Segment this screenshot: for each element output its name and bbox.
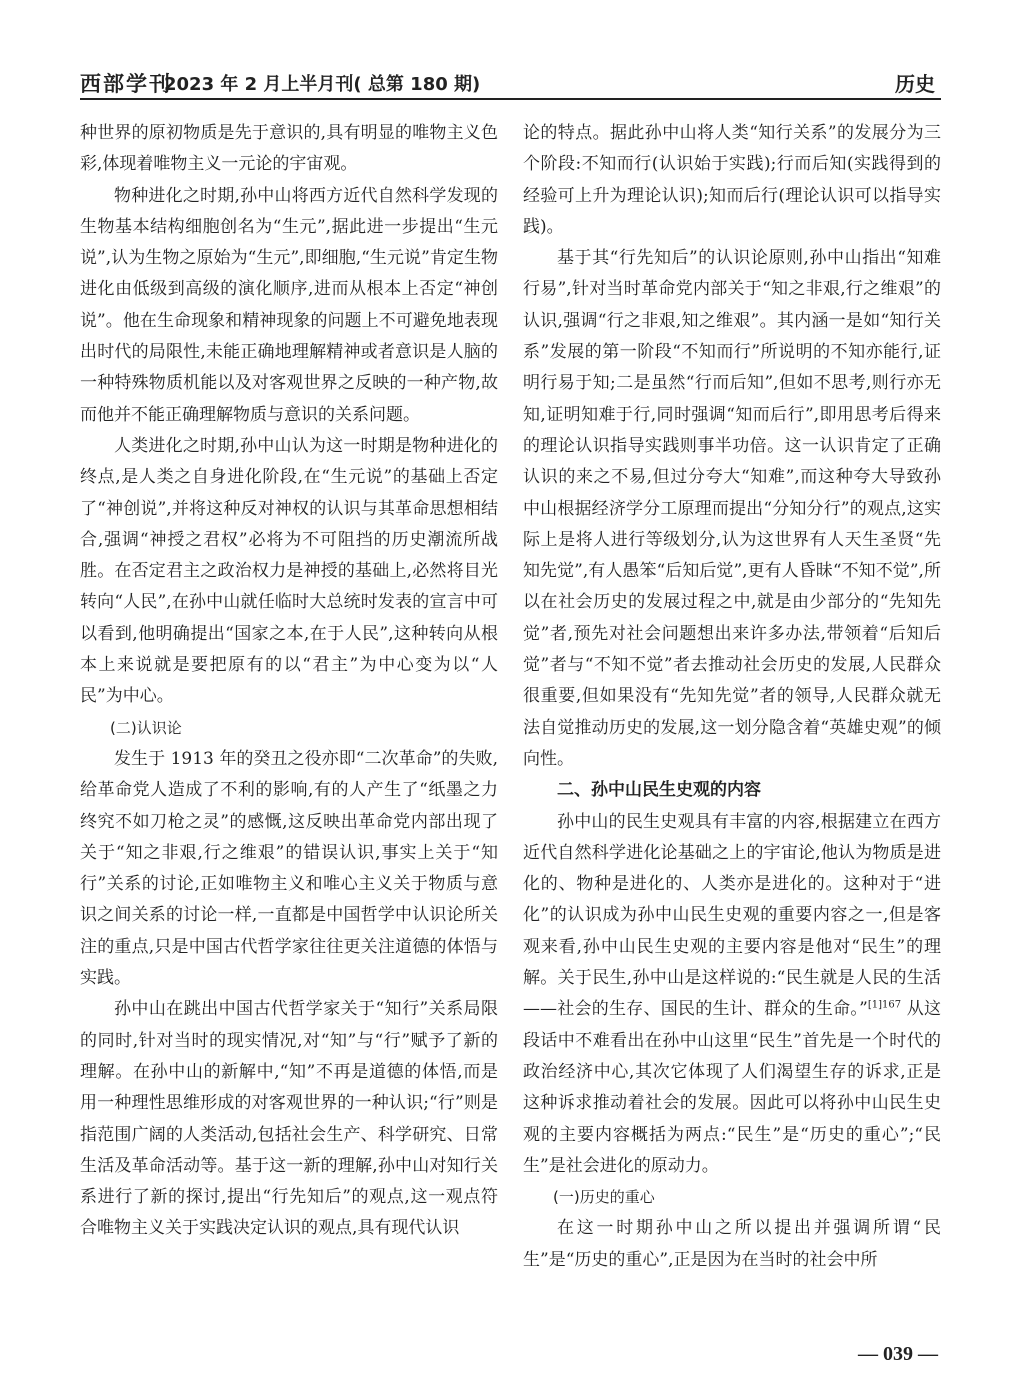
right-column	[523, 118, 941, 1276]
journal-logo: 西部学刊	[80, 71, 172, 96]
paragraph: 种世界的原初物质是先于意识的,具有明显的唯物主义色彩,体现着唯物主义一元论的宇宙观。	[80, 123, 498, 175]
subsection-heading: (一)历史的重心	[553, 1188, 655, 1207]
paragraph: 在这一时期孙中山之所以提出并强调所谓“民生”是“历史的重心”,正是因为在当时的社会中所	[523, 1218, 941, 1270]
issue-info: 2023 年 2 月上半月刊( 总第 180 期)	[164, 74, 481, 95]
paragraph-text: 孙中山的民生史观具有丰富的内容,根据建立在西方近代自然科学进化论基础之上的宇宙论,他认为物质是进化的、物种是进化的、人类亦是进化的。这种对于“进化”的认识成为孙中山民生史观的重要内容之一,但是客观来看,孙中山民生史观的主要内容是他对“民生”的理解。关于民生,孙中山是这样说的:“民生就是人民的生活——社会的生存、国民的生计、群众的生命。”	[523, 811, 941, 1020]
paragraph: 基于其“行先知后”的认识论原则,孙中山指出“知难行易”,针对当时革命党内部关于“知之非艰,行之维艰”的认识,强调“行之非艰,知之维艰”。其内涵一是如“知行关系”发展的第一阶段“不知而行”所说明的不知亦能行,证明行易于知;二是虽然“行而后知”,但如不思考,则行亦无知,证明知难于行,同时强调“知而后行”,即用思考后得来的理论认识指导实践则事半功倍。这一认识肯定了正确认识的来之不易,但过分夸大“知难”,而这种夸大导致孙中山根据经济学分工原理而提出“分知分行”的观点,这实际上是将人进行等级划分,认为这世界有人天生圣贤“先知先觉”,有人愚笨“后知后觉”,更有人昏昧“不知不觉”,所以在社会历史的发展过程之中,就是由少部分的“先知先觉”者,预先对社会问题想出来许多办法,带领着“后知后觉”者与“不知不觉”者去推动社会历史的发展,人民群众很重要,但如果没有“先知先觉”者的领导,人民群众就无法自觉推动历史的发展,这一划分隐含着“英雄史观”的倾向性。	[523, 248, 941, 769]
paragraph	[523, 807, 941, 1183]
paragraph: 物种进化之时期,孙中山将西方近代自然科学发现的生物基本结构细胞创名为“生元”,据此进一步提出“生元说”,认为生物之原始为“生元”,即细胞,“生元说”肯定生物进化由低级到高级的演化顺序,进而从根本上否定“神创说”。他在生命现象和精神现象的问题上不可避免地表现出时代的局限性,未能正确地理解精神或者意识是人脑的一种特殊物质机能以及对客观世界之反映的一种产物,故而他并不能正确理解物质与意识的关系问题。	[80, 185, 498, 425]
paragraph: 孙中山在跳出中国古代哲学家关于“知行”关系局限的同时,针对当时的现实情况,对“知”与“行”赋予了新的理解。在孙中山的新解中,“知”不再是道德的体悟,而是用一种理性思维形成的对客观世界的一种认识;“行”则是指范围广阔的人类活动,包括社会生产、科学研究、日常生活及革命活动等。基于这一新的理解,孙中山对知行关系进行了新的探讨,提出“行先知后”的观点,这一观点符合唯物主义关于实践决定认识的观点,具有现代认识	[80, 999, 498, 1239]
paragraph: 发生于 1913 年的癸丑之役亦即“二次革命”的失败,给革命党人造成了不利的影响,有的人产生了“纸墨之力终究不如刀枪之灵”的感慨,这反映出革命党内部出现了关于“知之非艰,行之维艰”的错误认识,事实上关于“知行”关系的讨论,正如唯物主义和唯心主义关于物质与意识之间关系的讨论一样,一直都是中国哲学中认识论所关注的重点,只是中国古代哲学家往往更关注道德的体悟与实践。	[80, 748, 498, 989]
left-column	[80, 118, 498, 1245]
subsection-heading: (二)认识论	[110, 718, 182, 737]
page-number: — 039 —	[858, 1343, 938, 1365]
paragraph-text: 从这段话中不难看出在孙中山这里“民生”首先是一个时代的政治经济中心,其次它体现了人们渴望生存的诉求,正是这种诉求推动着社会的发展。因此可以将孙中山民生史观的主要内容概括为两点:“民生”是“历史的重心”;“民生”是社会进化的原动力。	[523, 999, 941, 1176]
citation: [1]167	[867, 999, 902, 1011]
section-name: 历史	[895, 72, 935, 96]
paragraph: 论的特点。据此孙中山将人类“知行关系”的发展分为三个阶段:不知而行(认识始于实践);行而后知(实践得到的经验可上升为理论认识);知而后行(理论认识可以指导实践)。	[523, 123, 941, 237]
running-header	[80, 64, 941, 100]
paragraph: 人类进化之时期,孙中山认为这一时期是物种进化的终点,是人类之自身进化阶段,在“生元说”的基础上否定了“神创说”,并将这种反对神权的认识与其革命思想相结合,强调“神授之君权”必将为不可阻挡的历史潮流所战胜。在否定君主之政治权力是神授的基础上,必然将目光转向“人民”,在孙中山就任临时大总统时发表的宣言中可以看到,他明确提出“国家之本,在于人民”,这种转向从根本上来说就是要把原有的以“君主”为中心变为以“人民”为中心。	[80, 435, 498, 707]
section-heading: 二、孙中山民生史观的内容	[557, 780, 761, 801]
